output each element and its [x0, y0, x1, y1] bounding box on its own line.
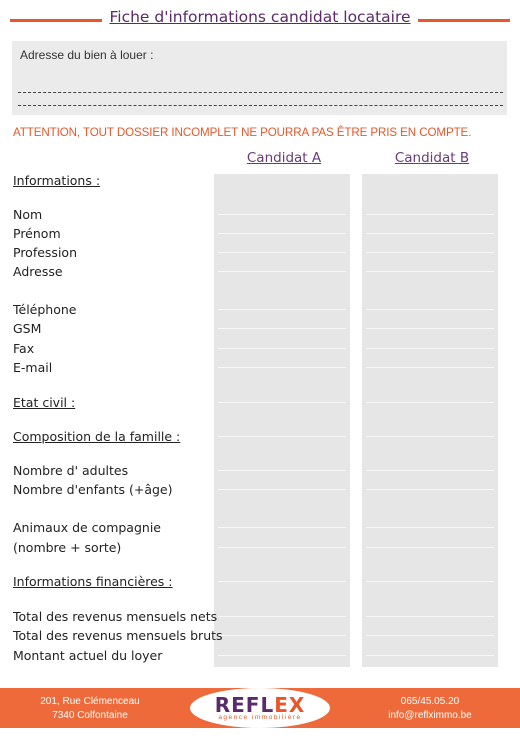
candidat-b-field-line	[366, 309, 494, 310]
label-revenus-nets: Total des revenus mensuels nets	[13, 609, 218, 624]
label-nombre-enfants: Nombre d'enfants (+âge)	[13, 482, 173, 497]
address-line-1	[18, 92, 503, 93]
candidat-a-field-line	[218, 616, 346, 617]
label-loyer: Montant actuel du loyer	[13, 648, 163, 663]
candidat-b-field-line	[366, 527, 494, 528]
candidat-a-field-line	[218, 348, 346, 349]
candidat-b-field-line	[366, 470, 494, 471]
section-composition-famille: Composition de la famille :	[13, 429, 181, 444]
address-label: Adresse du bien à louer :	[20, 48, 154, 62]
footer-street: 201, Rue Clémenceau	[40, 696, 140, 707]
footer	[0, 688, 520, 728]
candidat-a-field-line	[218, 328, 346, 329]
candidat-b-field-line	[366, 271, 494, 272]
candidat-b-field-line	[366, 635, 494, 636]
candidat-b-field-line	[366, 616, 494, 617]
page-title: Fiche d'informations candidat locataire	[109, 8, 411, 26]
footer-contact	[370, 695, 490, 723]
logo-tagline: agence immobilière	[218, 714, 302, 721]
section-etat-civil: Etat civil :	[13, 395, 76, 410]
candidat-b-field-line	[366, 367, 494, 368]
candidat-a-field-line	[218, 252, 346, 253]
column-header-candidat-a: Candidat A	[246, 150, 322, 166]
title-rule-right	[418, 19, 510, 22]
candidat-b-field-line	[366, 348, 494, 349]
label-animaux: Animaux de compagnie	[13, 520, 161, 535]
candidat-b-field-line	[366, 547, 494, 548]
candidat-a-field-line	[218, 309, 346, 310]
incomplete-warning: ATTENTION, TOUT DOSSIER INCOMPLET NE POURRA PAS ÊTRE PRIS EN COMPTE.	[13, 126, 472, 139]
candidat-a-field-line	[218, 635, 346, 636]
candidat-b-field-line	[366, 581, 494, 582]
title-bar	[10, 8, 510, 32]
label-revenus-bruts: Total des revenus mensuels bruts	[13, 628, 223, 643]
candidat-b-field-line	[366, 252, 494, 253]
candidat-a-field-line	[218, 581, 346, 582]
footer-city: 7340 Colfontaine	[52, 710, 128, 721]
candidat-a-field-line	[218, 233, 346, 234]
label-prenom: Prénom	[13, 226, 61, 241]
candidat-b-field-line	[366, 655, 494, 656]
candidat-b-field-line	[366, 489, 494, 490]
candidat-b-field-line	[366, 328, 494, 329]
candidat-b-field-line	[366, 233, 494, 234]
candidat-a-field-line	[218, 367, 346, 368]
section-informations-financieres: Informations financières :	[13, 574, 173, 589]
candidat-a-field-line	[218, 489, 346, 490]
label-adresse: Adresse	[13, 264, 63, 279]
label-email: E-mail	[13, 360, 53, 375]
candidat-b-field-line	[366, 214, 494, 215]
candidat-a-column[interactable]	[214, 174, 350, 667]
candidat-a-field-line	[218, 402, 346, 403]
address-field[interactable]	[12, 41, 507, 115]
candidat-a-field-line	[218, 214, 346, 215]
logo-wordmark: REFLEX	[214, 693, 306, 717]
reflex-logo	[190, 688, 330, 728]
candidat-a-field-line	[218, 436, 346, 437]
candidat-a-field-line	[218, 547, 346, 548]
candidat-a-field-line	[218, 470, 346, 471]
footer-email: info@reflximmo.be	[388, 710, 472, 721]
label-telephone: Téléphone	[13, 302, 77, 317]
candidat-a-field-line	[218, 527, 346, 528]
label-profession: Profession	[13, 245, 77, 260]
label-nom: Nom	[13, 207, 43, 222]
candidat-b-field-line	[366, 436, 494, 437]
label-nombre-adultes: Nombre d' adultes	[13, 463, 129, 478]
candidat-a-field-line	[218, 271, 346, 272]
section-informations: Informations :	[13, 173, 101, 188]
address-line-2	[18, 105, 503, 106]
label-fax: Fax	[13, 341, 35, 356]
label-gsm: GSM	[13, 321, 42, 336]
candidat-b-field-line	[366, 402, 494, 403]
column-header-candidat-b: Candidat B	[394, 150, 470, 166]
label-animaux-detail: (nombre + sorte)	[13, 540, 122, 555]
candidat-a-field-line	[218, 655, 346, 656]
candidat-b-column[interactable]	[362, 174, 498, 667]
footer-phone: 065/45.05.20	[400, 696, 460, 707]
footer-address	[20, 695, 160, 723]
